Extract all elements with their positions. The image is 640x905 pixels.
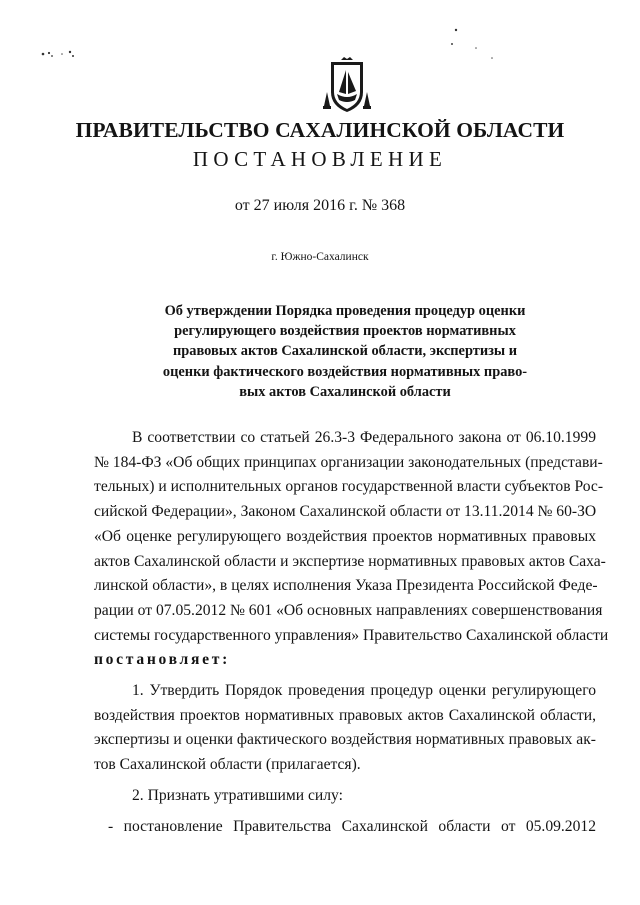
title-line: оценки фактического воздействия нормативных право- [162, 363, 528, 380]
preamble-line: системы государственного управления» Правительство Сахалинской области [94, 626, 609, 644]
preamble-line: В соответствии со статьей 26.3-3 Федерального закона от 06.10.1999 [132, 429, 596, 446]
document-title [150, 301, 540, 402]
government-name: ПРАВИТЕЛЬСТВО САХАЛИНСКОЙ ОБЛАСТИ [75, 118, 565, 142]
item1-line: тов Сахалинской области (прилагается). [94, 756, 361, 774]
preamble-line: № 184-ФЗ «Об общих принципах организации законодательных (представи- [94, 453, 603, 471]
title-line: правовых актов Сахалинской области, экспертизы и [172, 343, 518, 360]
item1-line: воздействия проектов нормативных правовых актов Сахалинской области, [94, 706, 596, 724]
preamble-line: рации от 07.05.2012 № 601 «Об основных направлениях совершенствования [94, 601, 603, 619]
preamble-line: сийской Федерации», Законом Сахалинской области от 13.11.2014 № 60-ЗО [94, 503, 597, 521]
document-body [94, 426, 609, 839]
preamble-line: тельных) и исполнительных органов государственной власти субъектов Рос- [94, 478, 604, 496]
document-city: г. Южно-Сахалинск [271, 251, 369, 263]
scan-speck-marks [40, 48, 80, 60]
title-line: вых актов Сахалинской области [239, 383, 451, 400]
preamble-line: «Об оценке регулирующего воздействия проектов нормативных правовых [94, 527, 596, 545]
preamble-line: актов Сахалинской области и экспертизе нормативных правовых актов Саха- [94, 552, 606, 570]
title-line: регулирующего воздействия проектов нормативных [174, 323, 516, 340]
document-date-number: от 27 июля 2016 г. № 368 [234, 197, 406, 214]
resolves-word: постановляет: [94, 651, 231, 669]
document-type: ПОСТАНОВЛЕНИЕ [192, 147, 448, 171]
item2-subitem-line: - постановление Правительства Сахалинской области от 05.09.2012 [108, 817, 596, 835]
preamble-line: линской области», в целях исполнения Указа Президента Российской Феде- [94, 577, 598, 595]
scan-speck-marks-top-right [448, 24, 508, 64]
coat-of-arms-icon [319, 56, 375, 116]
item2-line: 2. Признать утратившими силу: [132, 786, 343, 804]
title-line: Об утверждении Порядка проведения процедур оценки [164, 303, 526, 319]
item1-line: экспертизы и оценки фактического воздействия нормативных правовых ак- [94, 731, 596, 749]
item1-line: 1. Утвердить Порядок проведения процедур оценки регулирующего [132, 682, 596, 700]
